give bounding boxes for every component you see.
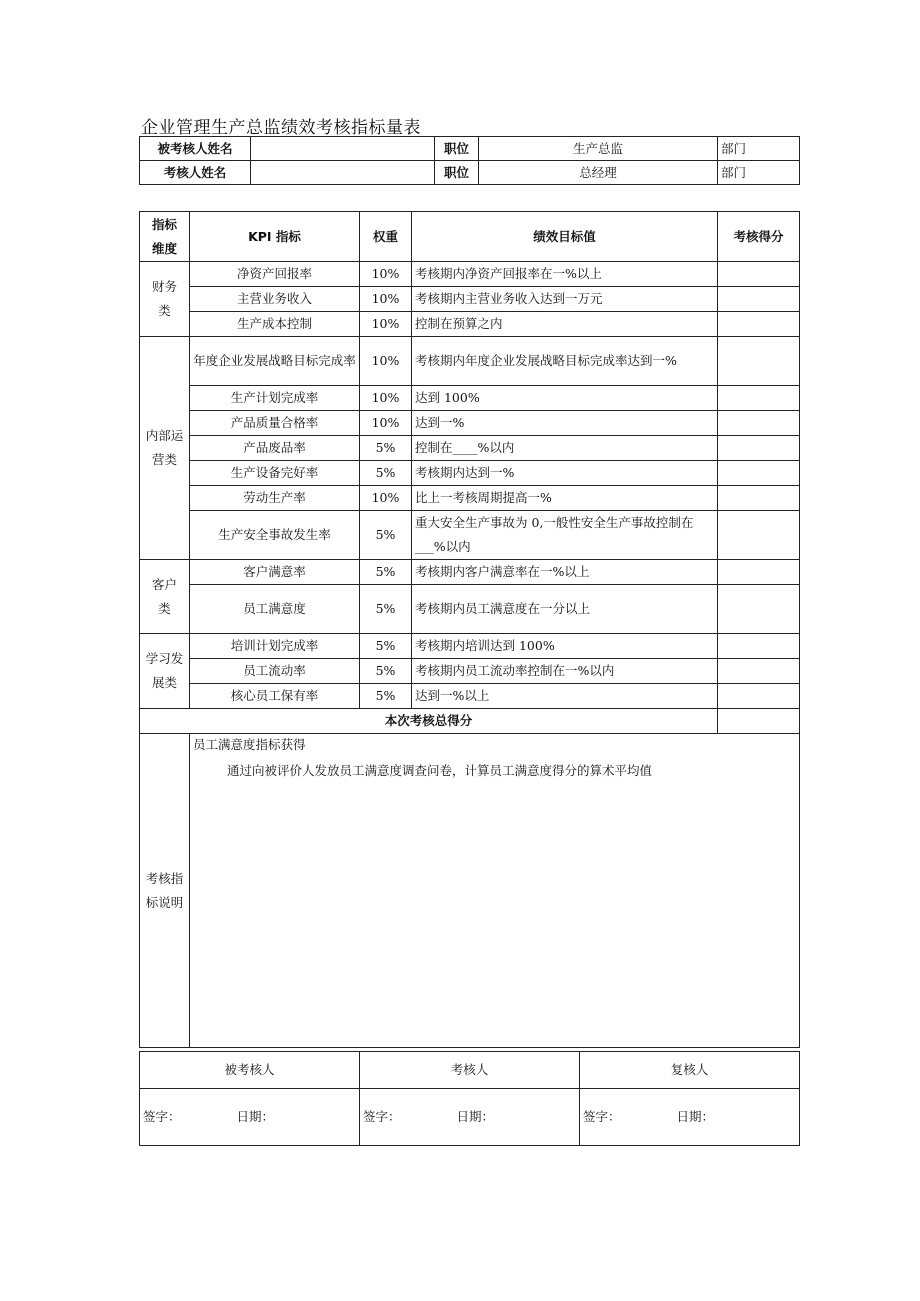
date-label: 日期： bbox=[456, 1109, 494, 1124]
position-label: 职位 bbox=[435, 137, 479, 161]
kpi-target: 比上一考核周期提高一% bbox=[412, 486, 718, 511]
kpi-weight: 5% bbox=[360, 511, 412, 560]
sign-label: 签字： bbox=[363, 1109, 401, 1124]
total-row bbox=[140, 709, 800, 734]
sign-cell-rechecker[interactable] bbox=[580, 1089, 800, 1146]
score-cell[interactable] bbox=[718, 461, 800, 486]
kpi-name: 生产设备完好率 bbox=[190, 461, 360, 486]
kpi-name: 主营业务收入 bbox=[190, 287, 360, 312]
kpi-weight: 5% bbox=[360, 634, 412, 659]
kpi-weight: 10% bbox=[360, 262, 412, 287]
table-row bbox=[140, 312, 800, 337]
score-cell[interactable] bbox=[718, 436, 800, 461]
table-row bbox=[140, 684, 800, 709]
position-value[interactable]: 生产总监 bbox=[479, 137, 718, 161]
kpi-name: 产品质量合格率 bbox=[190, 411, 360, 436]
table-row bbox=[140, 411, 800, 436]
header-weight: 权重 bbox=[360, 212, 412, 262]
kpi-name: 生产安全事故发生率 bbox=[190, 511, 360, 560]
dim-operations: 内部运营类 bbox=[140, 337, 190, 560]
role-reviewer: 考核人 bbox=[360, 1052, 580, 1089]
kpi-name: 员工满意度 bbox=[190, 585, 360, 634]
role-row bbox=[140, 1052, 800, 1089]
kpi-target: 考核期内培训达到 100% bbox=[412, 634, 718, 659]
dept-cell bbox=[718, 161, 800, 185]
header-score: 考核得分 bbox=[718, 212, 800, 262]
page-title: 企业管理生产总监绩效考核指标量表 bbox=[141, 118, 421, 138]
kpi-target: 考核期内主营业务收入达到一万元 bbox=[412, 287, 718, 312]
info-table bbox=[139, 136, 800, 185]
kpi-table bbox=[139, 211, 800, 1048]
kpi-weight: 10% bbox=[360, 337, 412, 386]
kpi-name: 年度企业发展战略目标完成率 bbox=[190, 337, 360, 386]
table-row bbox=[140, 486, 800, 511]
score-cell[interactable] bbox=[718, 486, 800, 511]
score-cell[interactable] bbox=[718, 386, 800, 411]
note-label: 考核指标说明 bbox=[140, 734, 190, 1048]
kpi-weight: 10% bbox=[360, 411, 412, 436]
kpi-name: 核心员工保有率 bbox=[190, 684, 360, 709]
kpi-name: 生产计划完成率 bbox=[190, 386, 360, 411]
score-cell[interactable] bbox=[718, 312, 800, 337]
sign-row bbox=[140, 1089, 800, 1146]
name-label: 考核人姓名 bbox=[140, 161, 251, 185]
dept-label: 部门 bbox=[721, 140, 747, 156]
name-value[interactable] bbox=[251, 161, 435, 185]
kpi-name: 培训计划完成率 bbox=[190, 634, 360, 659]
kpi-target: 考核期内员工满意度在一分以上 bbox=[412, 585, 718, 634]
date-label: 日期： bbox=[236, 1109, 274, 1124]
kpi-weight: 10% bbox=[360, 287, 412, 312]
name-value[interactable] bbox=[251, 137, 435, 161]
sign-label: 签字： bbox=[143, 1109, 181, 1124]
info-row bbox=[140, 137, 800, 161]
kpi-weight: 5% bbox=[360, 461, 412, 486]
kpi-name: 净资产回报率 bbox=[190, 262, 360, 287]
sign-cell-reviewee[interactable] bbox=[140, 1089, 360, 1146]
score-cell[interactable] bbox=[718, 511, 800, 560]
sign-cell-reviewer[interactable] bbox=[360, 1089, 580, 1146]
kpi-weight: 5% bbox=[360, 659, 412, 684]
kpi-target: 重大安全生产事故为 0,一般性安全生产事故控制在 ___%以内 bbox=[412, 511, 718, 560]
note-title: 员工满意度指标获得 bbox=[193, 737, 306, 752]
table-row bbox=[140, 436, 800, 461]
position-value[interactable]: 总经理 bbox=[479, 161, 718, 185]
kpi-weight: 5% bbox=[360, 436, 412, 461]
kpi-name: 产品废品率 bbox=[190, 436, 360, 461]
kpi-target: 达到 100% bbox=[412, 386, 718, 411]
name-label: 被考核人姓名 bbox=[140, 137, 251, 161]
table-row bbox=[140, 461, 800, 486]
table-row bbox=[140, 287, 800, 312]
table-row bbox=[140, 634, 800, 659]
table-row bbox=[140, 337, 800, 386]
kpi-weight: 10% bbox=[360, 386, 412, 411]
dim-customer: 客户类 bbox=[140, 560, 190, 634]
kpi-target: 控制在____%以内 bbox=[412, 436, 718, 461]
score-cell[interactable] bbox=[718, 560, 800, 585]
header-target: 绩效目标值 bbox=[412, 212, 718, 262]
date-label: 日期： bbox=[676, 1109, 714, 1124]
table-row bbox=[140, 386, 800, 411]
kpi-weight: 5% bbox=[360, 560, 412, 585]
score-cell[interactable] bbox=[718, 585, 800, 634]
role-reviewee: 被考核人 bbox=[140, 1052, 360, 1089]
kpi-target: 控制在预算之内 bbox=[412, 312, 718, 337]
score-cell[interactable] bbox=[718, 634, 800, 659]
kpi-target: 考核期内客户满意率在一%以上 bbox=[412, 560, 718, 585]
signature-table bbox=[139, 1051, 800, 1146]
header-row bbox=[140, 212, 800, 262]
table-row bbox=[140, 659, 800, 684]
score-cell[interactable] bbox=[718, 287, 800, 312]
kpi-target: 考核期内达到一% bbox=[412, 461, 718, 486]
dim-finance: 财务类 bbox=[140, 262, 190, 337]
note-cell bbox=[190, 734, 800, 1048]
table-row bbox=[140, 511, 800, 560]
total-label: 本次考核总得分 bbox=[140, 709, 718, 734]
kpi-name: 生产成本控制 bbox=[190, 312, 360, 337]
kpi-target: 达到一% bbox=[412, 411, 718, 436]
total-score-cell[interactable] bbox=[718, 709, 800, 734]
note-row bbox=[140, 734, 800, 1048]
kpi-weight: 5% bbox=[360, 585, 412, 634]
info-row bbox=[140, 161, 800, 185]
table-row bbox=[140, 560, 800, 585]
kpi-name: 客户满意率 bbox=[190, 560, 360, 585]
kpi-target: 考核期内净资产回报率在一%以上 bbox=[412, 262, 718, 287]
kpi-name: 员工流动率 bbox=[190, 659, 360, 684]
score-cell[interactable] bbox=[718, 659, 800, 684]
dept-cell bbox=[718, 137, 800, 161]
score-cell[interactable] bbox=[718, 411, 800, 436]
kpi-name: 劳动生产率 bbox=[190, 486, 360, 511]
kpi-target: 考核期内年度企业发展战略目标完成率达到一% bbox=[412, 337, 718, 386]
kpi-weight: 5% bbox=[360, 684, 412, 709]
role-rechecker: 复核人 bbox=[580, 1052, 800, 1089]
score-cell[interactable] bbox=[718, 337, 800, 386]
dept-label: 部门 bbox=[721, 164, 747, 180]
kpi-weight: 10% bbox=[360, 486, 412, 511]
table-row bbox=[140, 262, 800, 287]
score-cell[interactable] bbox=[718, 684, 800, 709]
kpi-target: 考核期内员工流动率控制在一%以内 bbox=[412, 659, 718, 684]
kpi-weight: 10% bbox=[360, 312, 412, 337]
dim-learning: 学习发展类 bbox=[140, 634, 190, 709]
sign-label: 签字： bbox=[583, 1109, 621, 1124]
header-dim: 指标维度 bbox=[140, 212, 190, 262]
header-kpi: KPI 指标 bbox=[190, 212, 360, 262]
table-row bbox=[140, 585, 800, 634]
kpi-target: 达到一%以上 bbox=[412, 684, 718, 709]
position-label: 职位 bbox=[435, 161, 479, 185]
note-body: 通过向被评价人发放员工满意度调查问卷，计算员工满意度得分的算术平均值 bbox=[227, 763, 653, 778]
score-cell[interactable] bbox=[718, 262, 800, 287]
